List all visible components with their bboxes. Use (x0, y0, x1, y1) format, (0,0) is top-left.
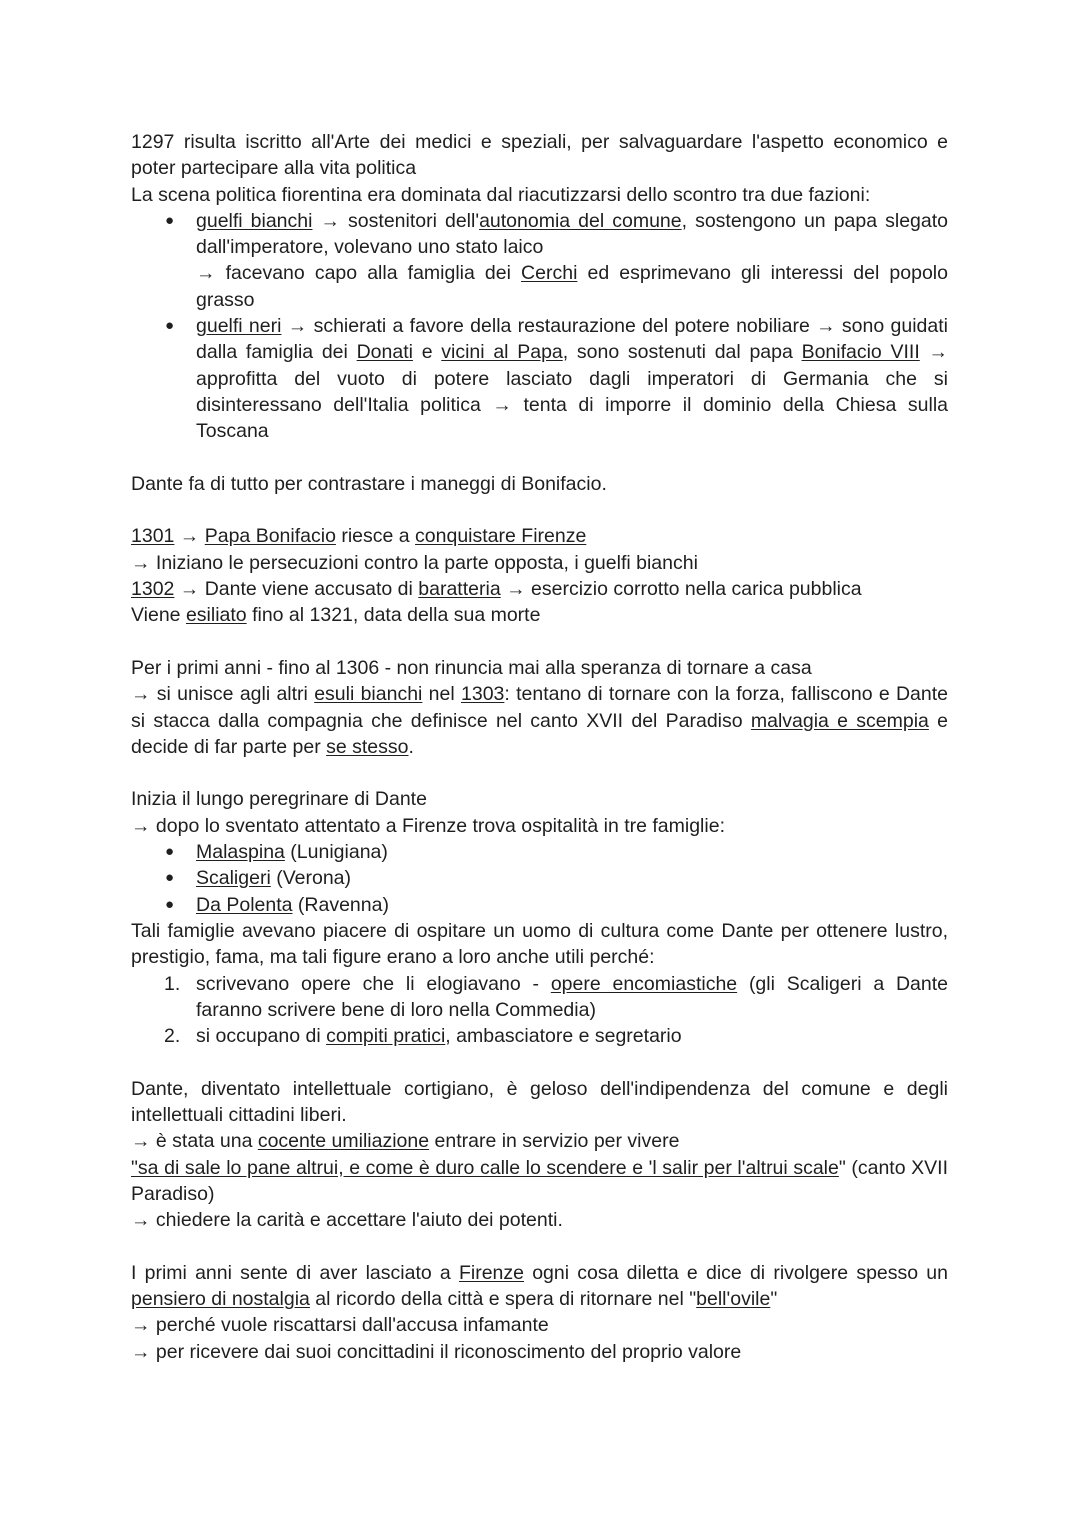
underlined-term: guelfi neri (196, 315, 282, 338)
list-item: 2. si occupano di compiti pratici, ambasciatore e segretario (164, 1025, 682, 1048)
paragraph: Tali famiglie avevano piacere di ospitare un uomo di cultura come Dante per ottenere lustro, prestigio, fama, ma tali figure erano a loro anche utili perché: (131, 919, 948, 969)
paragraph: → chiedere la carità e accettare l'aiuto dei potenti. (131, 1209, 563, 1232)
underlined-term: autonomia del comune (479, 209, 682, 232)
factions-list (131, 208, 948, 445)
paragraph: → si unisce agli altri esuli bianchi nel 1303: tentano di tornare con la forza, falliscono e Dante si stacca dalla compagnia che definisce nel canto XVII del Paradiso malvagia e scempia e decide di far parte per se stesso. (131, 683, 949, 758)
list-item: ● guelfi neri → schierati a favore della restaurazione del potere nobiliare → sono guidati dalla famiglia dei Donati e vicini al Papa, sono sostenuti dal papa Bonifacio VIII → approfitta del vuoto di potere lasciato dagli imperatori di Germania che si disinteressano dell'Italia politica → tenta di imporre il dominio della Chiesa sulla Toscana (196, 313, 948, 444)
list-item: ● Scaligeri (Verona) (196, 865, 948, 891)
underlined-term: Bonifacio VIII (801, 341, 920, 364)
list-item: ● Da Polenta (Ravenna) (196, 892, 948, 918)
paragraph: Viene esiliato fino al 1321, data della sua morte (131, 604, 541, 627)
list-item: ● Malaspina (Lunigiana) (196, 839, 948, 865)
paragraph: → dopo lo sventato attentato a Firenze trova ospitalità in tre famiglie: (131, 814, 725, 837)
paragraph: Inizia il lungo peregrinare di Dante (131, 788, 427, 811)
families-list (131, 839, 948, 918)
underlined-term: Cerchi (521, 262, 578, 285)
underlined-term: vicini al Papa (441, 341, 563, 364)
underlined-term: guelfi bianchi (196, 209, 313, 232)
underlined-term: Donati (356, 341, 413, 364)
paragraph: 1297 risulta iscritto all'Arte dei medici e speziali, per salvaguardare l'aspetto economico e poter partecipare alla vita politica (131, 131, 948, 180)
paragraph: 1301 → Papa Bonifacio riesce a conquistare Firenze (131, 525, 587, 548)
paragraph: → Iniziano le persecuzioni contro la parte opposta, i guelfi bianchi (131, 551, 698, 574)
paragraph: I primi anni sente di aver lasciato a Firenze ogni cosa diletta e dice di rivolgere spesso un pensiero di nostalgia al ricordo della città e spera di ritornare nel "bell'ovile" (131, 1261, 949, 1311)
list-item: 1. scrivevano opere che li elogiavano - opere encomiastiche (gli Scaligeri a Dante faranno scrivere bene di loro nella Commedia) (164, 972, 949, 1021)
paragraph: → per ricevere dai suoi concittadini il riconoscimento del proprio valore (131, 1340, 742, 1363)
list-item: ● guelfi bianchi → sostenitori dell'autonomia del comune, sostengono un papa slegato dall'imperatore, volevano uno stato laico → facevano capo alla famiglia dei Cerchi ed esprimevano gli interessi del popolo grasso (196, 208, 948, 313)
paragraph: Dante, diventato intellettuale cortigiano, è geloso dell'indipendenza del comune e degli intellettuali cittadini liberi. (131, 1077, 948, 1126)
document-body (131, 129, 948, 1365)
paragraph: Per i primi anni - fino al 1306 - non rinuncia mai alla speranza di tornare a casa (131, 656, 812, 679)
numbered-list (131, 971, 948, 1050)
paragraph: La scena politica fiorentina era dominata dal riacutizzarsi dello scontro tra due fazioni: (131, 183, 871, 206)
paragraph: 1302 → Dante viene accusato di baratteria → esercizio corrotto nella carica pubblica (131, 578, 862, 601)
paragraph: → perché vuole riscattarsi dall'accusa infamante (131, 1314, 549, 1337)
paragraph: Dante fa di tutto per contrastare i maneggi di Bonifacio. (131, 472, 607, 495)
paragraph: → è stata una cocente umiliazione entrare in servizio per vivere (131, 1130, 680, 1153)
quote: "sa di sale lo pane altrui, e come è duro calle lo scendere e 'l salir per l'altrui scale" (canto XVII Paradiso) (131, 1156, 948, 1205)
